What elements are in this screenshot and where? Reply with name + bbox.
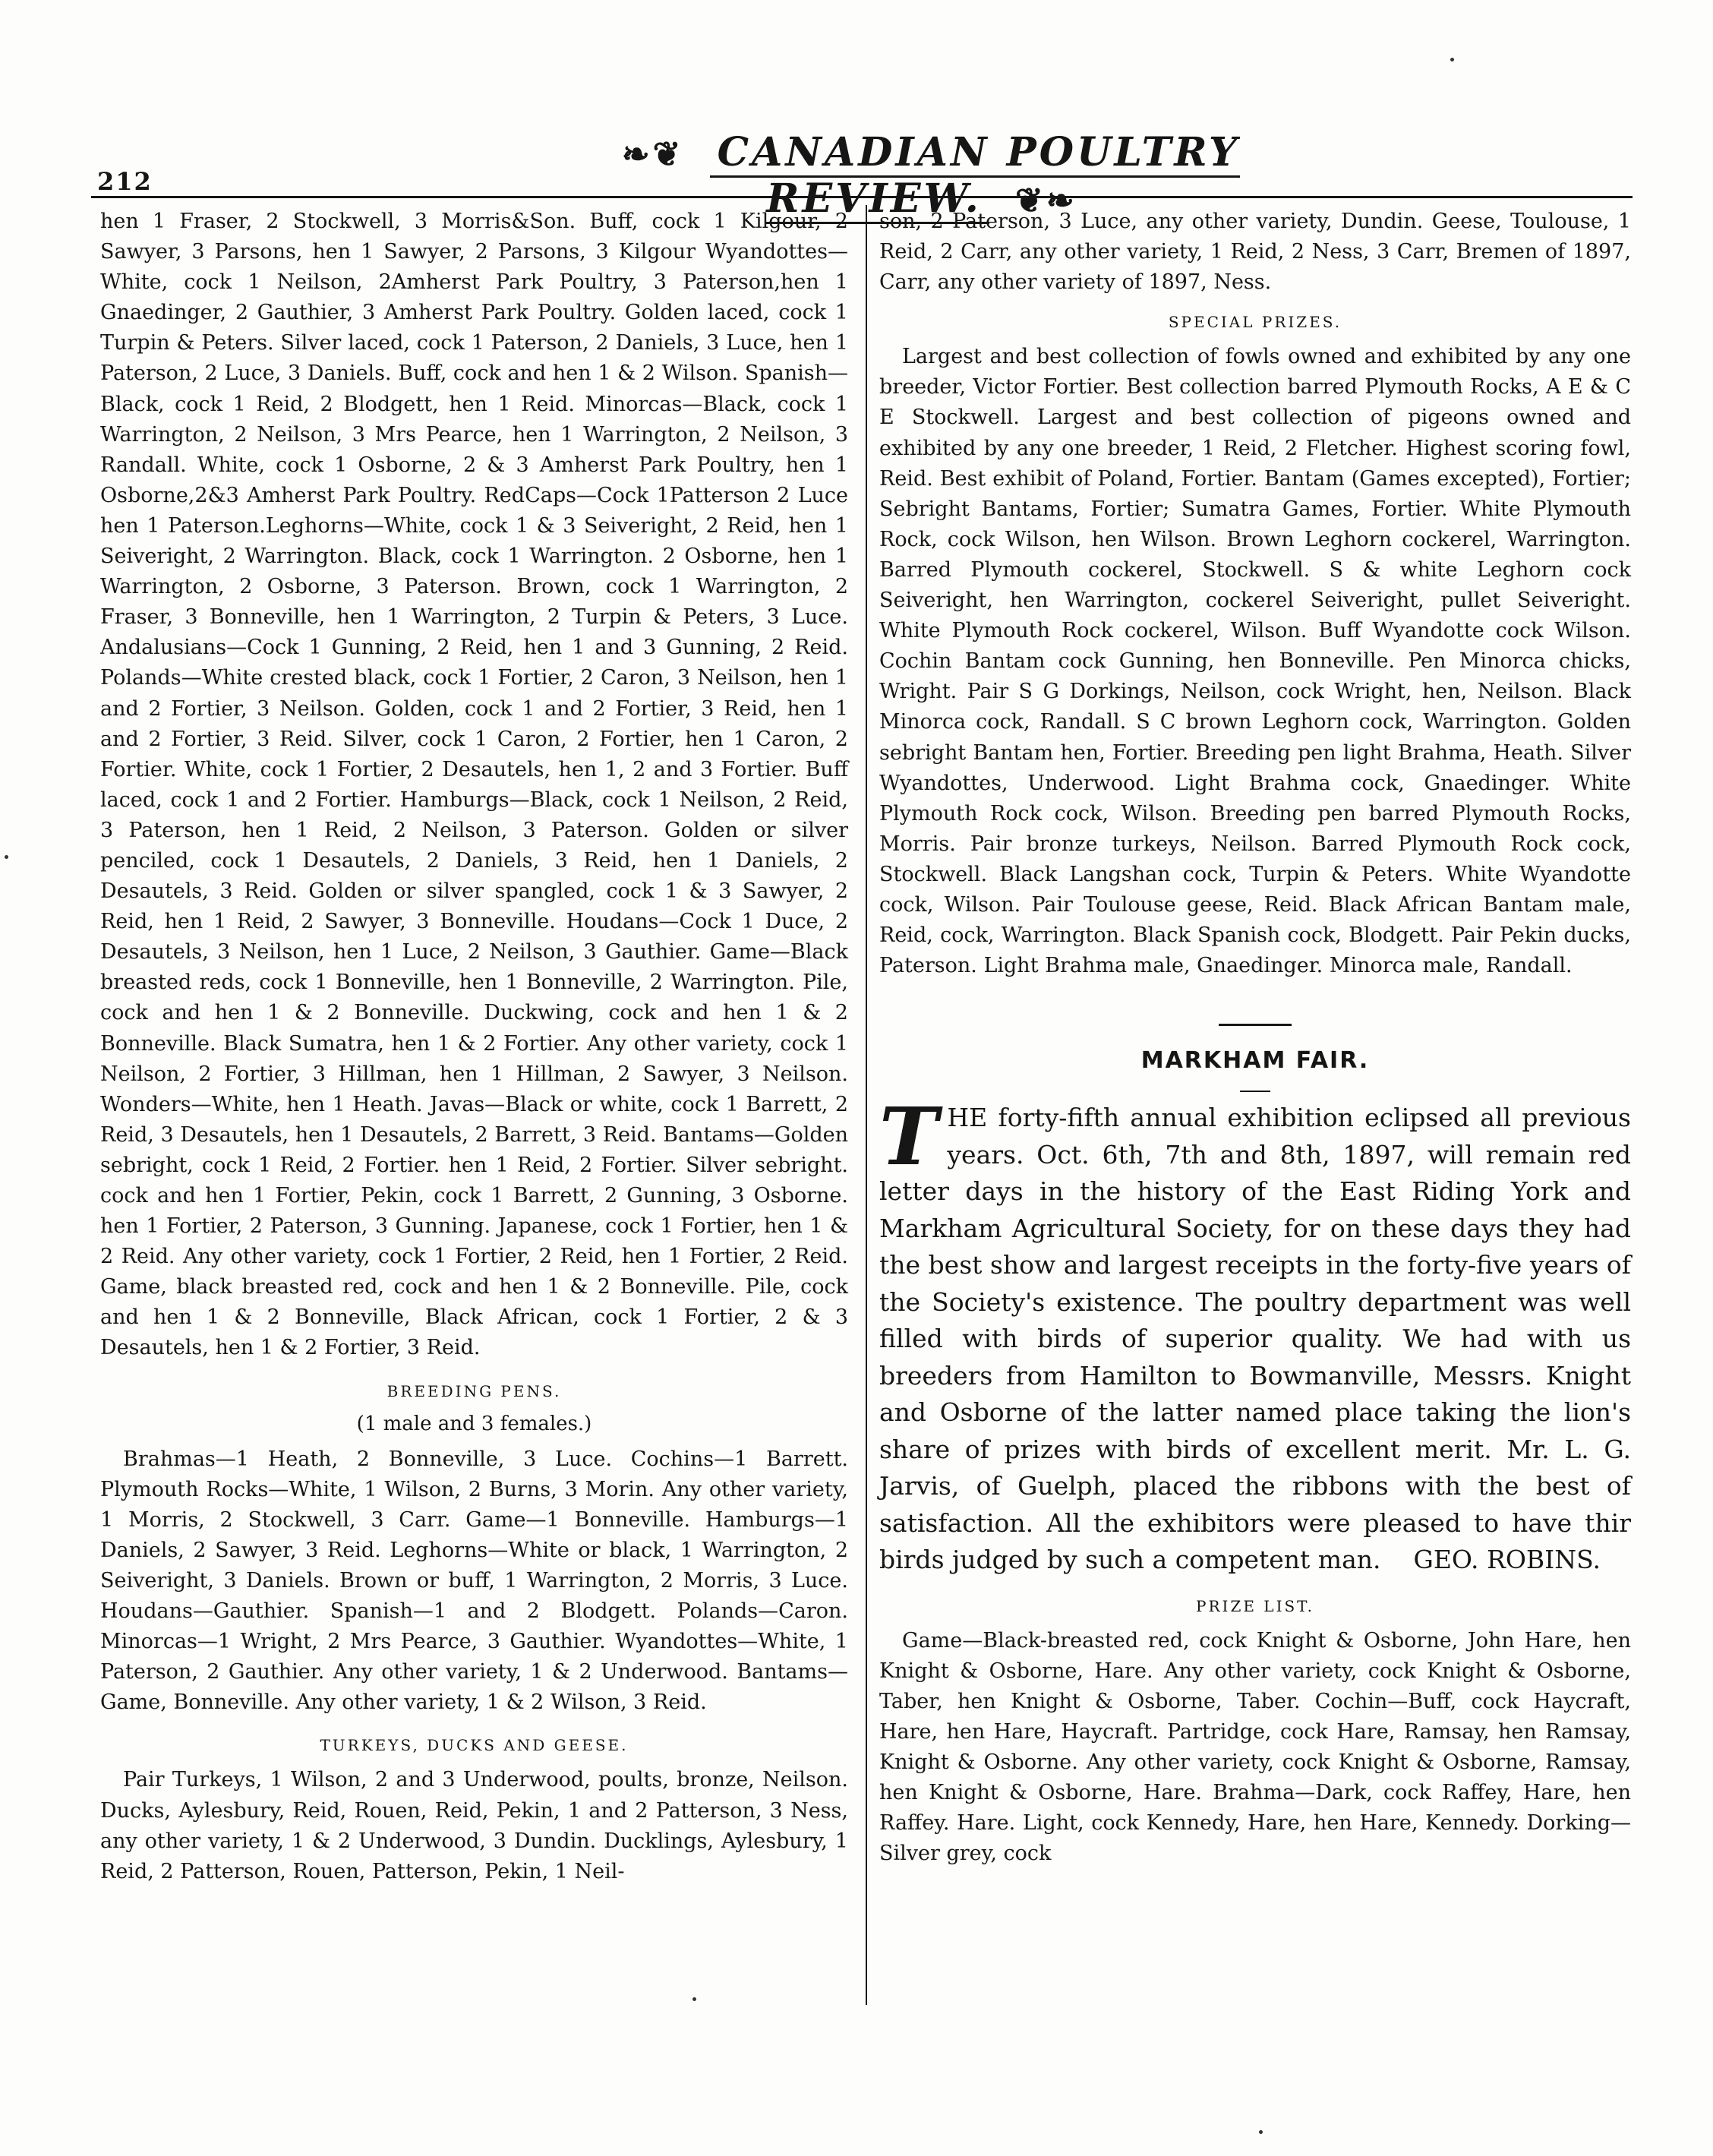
print-speck — [1259, 2130, 1263, 2134]
drop-cap: T — [879, 1090, 939, 1184]
prize-results-paragraph: hen 1 Fraser, 2 Stockwell, 3 Morris&Son. Buff, cock 1 Kilgour, 2 Sawyer, 3 Parsons, hen 1 Sawyer, 2 Parsons, 3 Kilgour Wyandottes—White, cock 1 Neilson, 2Amherst Park Poultry, 3 Paterson,hen 1 Gnaedinger, 2 Gauthier, 3 Amherst Park Poultry. Golden laced, cock 1 Turpin & Peters. Silver laced, cock 1 Paterson, 2 Daniels, 3 Luce, hen 1 Paterson, 2 Luce, 3 Daniels. Buff, cock and hen 1 & 2 Wilson. Spanish—Black, cock 1 Reid, 2 Blodgett, hen 1 Reid. Minorcas—Black, cock 1 Warrington, 2 Neilson, 3 Mrs Pearce, hen 1 Warrington, 2 Neilson, 3 Randall. White, cock 1 Osborne, 2 & 3 Amherst Park Poultry, hen 1 Osborne,2&3 Amherst Park Poultry. RedCaps—Cock 1Patterson 2 Luce hen 1 Paterson.Leghorns—White, cock 1 & 3 Seiveright, 2 Reid, hen 1 Seiveright, 2 Warrington. Black, cock 1 Warrington. 2 Osborne, hen 1 Warrington, 2 Osborne, 3 Paterson. Brown, cock 1 Warrington, 2 Fraser, 3 Bonneville, hen 1 Warrington, 2 Turpin & Peters, 3 Luce. Andalusians—Cock 1 Gunning, 2 Reid, hen 1 and 3 Gunning, 2 Reid. Polands—White crested black, cock 1 Fortier, 2 Caron, 3 Neilson, hen 1 and 2 Fortier, 3 Neilson. Golden, cock 1 and 2 Fortier, 3 Reid, hen 1 and 2 Fortier, 3 Reid. Silver, cock 1 Caron, 2 Fortier, hen 1 Caron, 2 Fortier. White, cock 1 Fortier, 2 Desautels, hen 1, 2 and 3 Fortier. Buff laced, cock 1 and 2 Fortier. Hamburgs—Black, cock 1 Neilson, 2 Reid, 3 Paterson, hen 1 Reid, 2 Neilson, 3 Paterson. Golden or silver penciled, cock 1 Desautels, 2 Daniels, 3 Reid, hen 1 Daniels, 2 Desautels, 3 Reid. Golden or silver spangled, cock 1 & 3 Sawyer, 2 Reid, hen 1 Reid, 2 Sawyer, 3 Bonneville. Houdans—Cock 1 Duce, 2 Desautels, 3 Neilson, hen 1 Luce, 2 Neilson, 3 Gauthier. Game—Black breasted reds, cock 1 Bonneville, hen 1 Bonneville, 2 Warrington. Pile, cock and hen 1 & 2 Bonneville. Duckwing, cock and hen 1 & 2 Bonneville. Black Sumatra, hen 1 & 2 Fortier. Any other variety, cock 1 Neilson, 2 Fortier, 3 Hillman, hen 1 Hillman, 2 Sawyer, 3 Neilson. Wonders—White, hen 1 Heath. Javas—Black or white, cock 1 Barrett, 2 Reid, 3 Desautels, hen 1 Desautels, 2 Barrett, 3 Reid. Bantams—Golden sebright, cock 1 Reid, 2 Fortier. hen 1 Reid, 2 Fortier. Silver sebright. cock and hen 1 Fortier, Pekin, cock 1 Barrett, 2 Gunning, 3 Osborne. hen 1 Fortier, 2 Paterson, 3 Gunning. Japanese, cock 1 Fortier, hen 1 & 2 Reid. Any other variety, cock 1 Fortier, 2 Reid, hen 1 Fortier, 2 Reid. Game, black breasted red, cock and hen 1 & 2 Bonneville. Pile, cock and hen 1 & 2 Bonneville, Black African, cock 1 Fortier, 2 & 3 Desautels, hen 1 & 2 Fortier, 3 Reid. — [100, 210, 848, 1360]
markham-fair-paragraph: HE forty-fifth annual exhibition eclipsed all previous years. Oct. 6th, 7th and 8th, 1897, will remain red letter days in the history of the East Riding York and Markham Agricultural Society, for on these days they had the best show and largest receipts in the forty-five years of the Society's existence. The poultry department was well filled with birds of superior quality. We had with us breeders from Hamilton to Bowmanville, Messrs. Knight and Osborne of the latter named place taking the lion's share of prizes with birds of excellent merit. Mr. L. G. Jarvis, of Guelph, placed the ribbons with the best of satisfaction. All the exhibitors were pleased to have thir birds judged by such a competent man. — [879, 1103, 1631, 1575]
turkeys-ducks-geese-heading: TURKEYS, DUCKS AND GEESE. — [320, 1736, 629, 1755]
breeding-pens-paragraph: Brahmas—1 Heath, 2 Bonneville, 3 Luce. Cochins—1 Barrett. Plymouth Rocks—White, 1 Wilson, 2 Burns, 3 Morin. Any other variety, 1 Morris, 2 Stockwell, 3 Carr. Game—1 Bonneville. Hamburgs—1 Daniels, 2 Sawyer, 3 Reid. Leghorns—White or black, 1 Warrington, 2 Seiveright, 3 Daniels. Brown or buff, 1 Warrington, 2 Morris, 3 Luce. Houdans—Gauthier. Spanish—1 and 2 Blodgett. Polands—Caron. Minorcas—1 Wright, 2 Mrs Pearce, 3 Gauthier. Wyandottes—White, 1 Paterson, 2 Gauthier. Any other variety, 1 & 2 Underwood. Bantams—Game, Bonneville. Any other variety, 1 & 2 Wilson, 3 Reid. — [100, 1447, 848, 1715]
author-signature: GEO. ROBINS. — [1413, 1545, 1601, 1575]
section-separator — [1219, 1024, 1292, 1026]
markham-fair-title: MARKHAM FAIR. — [1140, 1047, 1370, 1075]
flourish-right-icon: ❦❧ — [1014, 182, 1077, 220]
print-speck — [5, 855, 8, 859]
right-column — [879, 207, 1631, 1870]
page-header — [91, 122, 1633, 222]
special-prizes-paragraph: Largest and best collection of fowls owned and exhibited by any one breeder, Victor Fortier. Best collection barred Plymouth Rocks, A E & C E Stockwell. Largest and best collection of pigeons owned and exhibited by any one breeder, 1 Reid, 2 Fletcher. Highest scoring fowl, Reid. Best exhibit of Poland, Fortier. Bantam (Games excepted), Fortier; Sebright Bantams, Fortier; Sumatra Games, Fortier. White Plymouth Rock, cock Wilson, hen Wilson. Brown Leghorn cockerel, Warrington. Barred Plymouth cockerel, Stockwell. S & white Leghorn cock Seiveright, hen Warrington, cockerel Seiveright, pullet Seiveright. White Plymouth Rock cockerel, Wilson. Buff Wyandotte cock Wilson. Cochin Bantam cock Gunning, hen Bonneville. Pen Minorca chicks, Wright. Pair S G Dorkings, Neilson, cock Wright, hen, Neilson. Black Minorca cock, Randall. S C brown Leghorn cock, Warrington. Golden sebright Bantam hen, Fortier. Breeding pen light Brahma, Heath. Silver Wyandottes, Underwood. Light Brahma cock, Gnaedinger. White Plymouth Rock cock, Wilson. Breeding pen barred Plymouth Rocks, Morris. Pair bronze turkeys, Neilson. Barred Plymouth Rock cock, Stockwell. Black Langshan cock, Turpin & Peters. White Wyandotte cock, Wilson. Pair Toulouse geese, Reid. Black African Bantam male, Reid, cock, Warrington. Black Spanish cock, Blodgett. Pair Pekin ducks, Paterson. Light Brahma male, Gnaedinger. Minorca male, Randall. — [879, 345, 1631, 978]
special-prizes-heading: SPECIAL PRIZES. — [1168, 313, 1342, 332]
flourish-left-icon: ❧❦ — [621, 135, 684, 174]
breeding-pens-heading: BREEDING PENS. — [386, 1381, 562, 1400]
page-number: 212 — [97, 167, 153, 196]
column-divider — [866, 205, 867, 2005]
continued-paragraph: son, 2 Paterson, 3 Luce, any other variety, Dundin. Geese, Toulouse, 1 Reid, 2 Carr, any other variety, 1 Reid, 2 Ness, 3 Carr, Bremen of 1897, Carr, any other variety of 1897, Ness. — [879, 210, 1631, 295]
left-column — [100, 207, 848, 1887]
masthead-title: CANADIAN POULTRY REVIEW. — [710, 129, 1241, 224]
breeding-pens-note: (1 male and 3 females.) — [356, 1412, 592, 1435]
turkeys-ducks-geese-paragraph: Pair Turkeys, 1 Wilson, 2 and 3 Underwood, poults, bronze, Neilson. Ducks, Aylesbury, Reid, Rouen, Reid, Pekin, 1 and 2 Patterson, 3 Ness, any other variety, 1 & 2 Underwood, 3 Dundin. Ducklings, Aylesbury, 1 Reid, 2 Patterson, Rouen, Patterson, Pekin, 1 Neil- — [100, 1768, 848, 1883]
prize-list-paragraph: Game—Black-breasted red, cock Knight & Osborne, John Hare, hen Knight & Osborne, Hare. Any other variety, cock Knight & Osborne, Taber, hen Knight & Osborne, Taber. Cochin—Buff, cock Haycraft, Hare, hen Hare, Haycraft. Partridge, cock Hare, Ramsay, hen Ramsay, Knight & Osborne. Any other variety, cock Knight & Osborne, Ramsay, hen Knight & Osborne, Hare. Brahma—Dark, cock Raffey, Hare, hen Raffey. Hare. Light, cock Kennedy, Hare, hen Hare, Kennedy. Dorking—Silver grey, cock — [879, 1628, 1631, 1866]
prize-list-heading: PRIZE LIST. — [1196, 1596, 1314, 1615]
header-rule — [91, 196, 1633, 198]
title-ornament — [1240, 1091, 1270, 1092]
print-speck — [1450, 58, 1454, 62]
markham-fair-article — [879, 1090, 1631, 1579]
print-speck — [692, 1997, 696, 2001]
